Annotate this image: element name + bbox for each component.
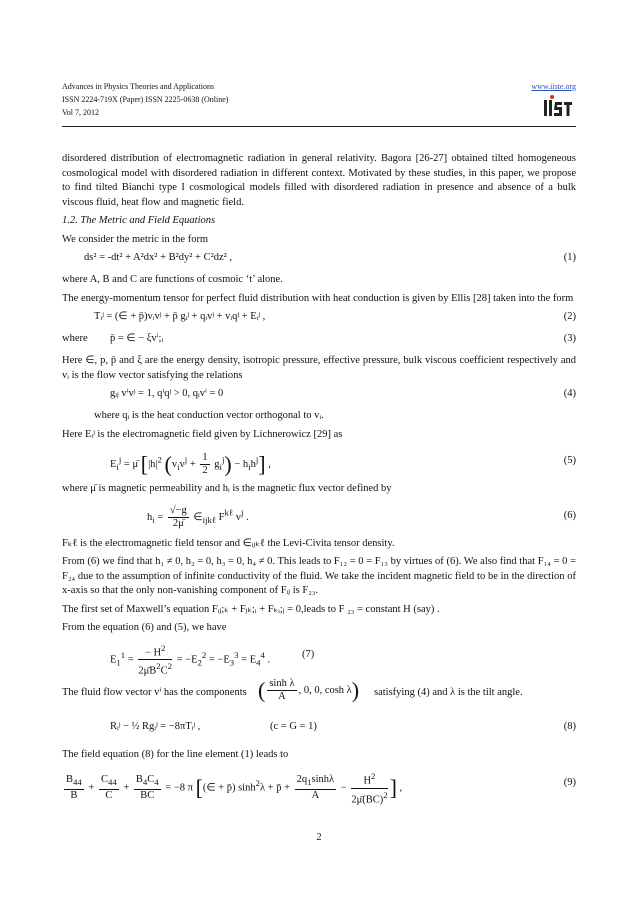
equation-4-formula: gᵢⱼ vⁱvʲ = 1, qⁱqʲ > 0, qᵢvⁱ = 0 [110,388,224,399]
equation-1-formula: ds² = -dt² + A²dx² + B²dy² + C²dz² , [84,252,233,263]
header-rule [62,126,576,127]
equation-5 [62,446,576,476]
equation-6-formula: $h_i$ = $\frac{√-g}{2\mū}$ $\in_{ijk\ell}$ $F^{k\ell}$ $v^j$ . [147,504,249,529]
equation-3-number: (3) [563,333,576,344]
equation-1 [62,251,576,267]
equation-3 [62,332,576,348]
equation-4 [62,387,576,403]
equation-7 [62,640,576,677]
equation-5-formula: $E_i^j$ = μ̄ [$|h|^2$ ($v_iv^j$ + $\frac{1}{2}$ $g_i^j) - h_ih^j$] , [110,451,271,477]
paragraph-heat-vector: where qᵢ is the heat conduction vector orthogonal to vᵢ. [94,410,324,421]
equation-5-number: (5) [563,455,576,466]
flow-vector-text: The fluid flow vector vⁱ has the components [62,686,247,698]
journal-header [62,80,576,119]
equation-2 [62,310,576,326]
paragraph-field-tensor: Fₖℓ is the electromagnetic field tensor and ∈ᵢⱼₖℓ the Levi-Civita tensor density. [62,537,395,549]
paragraph-energy-momentum: The energy-momentum tensor for perfect fluid distribution with heat conduction is given by Ellis [28] taken into the form [62,292,574,304]
equation-9-number: (9) [563,777,576,788]
paragraph-metric-note: where A, B and C are functions of cosmoic ‘t’ alone. [62,274,283,285]
paragraph-permeability: where μ̄ is magnetic permeability and hᵢ is the magnetic flux vector defined by [62,483,392,494]
paragraph-metric: We consider the metric in the form [62,233,209,245]
flow-vector-line [62,676,576,706]
equation-7-formula: $E_1^1$ = $\frac{- H^2}{2\mūB^2C^2}$ = $-E_2^2 = -E_3^3 = E_4^4$ . [110,642,271,677]
flow-vector-components: ( $\frac{\text{sinh λ}}{A}$ , 0, 0, cosh λ) [258,676,360,702]
paragraph-quantities: Here ∈, p, p̄ and ξ are the energy density, isotropic pressure, effective pressure, bulk viscous coefficient respectively and vᵢ is the flow vector satisfying the relations [62,355,576,381]
equation-1-number: (1) [563,252,576,263]
iiste-logo [542,94,576,118]
equation-7-number: (7) [302,648,315,660]
paragraph-from-equations: From the equation (6) and (5), we have [62,622,227,633]
journal-issn: ISSN 2224-719X (Paper) ISSN 2225-0638 (Online) [62,95,229,104]
equation-8-formula: Rᵢʲ − ½ Rgᵢʲ = −8πTᵢʲ , [110,720,201,732]
journal-title: Advances in Physics Theories and Applications [62,82,215,91]
equation-6-number: (6) [563,509,576,521]
paragraph-maxwell: The first set of Maxwell’s equation Fᵢⱼ;ₖ + Fⱼₖ;ᵢ + Fₖᵢ;ⱼ = 0,leads to F ₂₃ = constant H (say) . [62,603,440,615]
flow-vector-tail: satisfying (4) and λ is the tilt angle. [374,686,523,698]
paragraph-intro: disordered distribution of electromagnetic radiation in general relativity. Bagora [26-27] obtained tilted homogeneous cosmological model with disordered radiation in different context. Motivated by these studies, in this paper, we propose to find tilted Bianchi type I cosmological models filled with disordered radiation in presence and absence of a bulk viscous fluid, heat flow and magnetic field. [62,153,576,208]
equation-3-lead: where [62,333,88,344]
paragraph-field-eq: The field equation (8) for the line element (1) leads to [62,748,289,760]
equation-9 [62,766,576,804]
page-number: 2 [316,832,322,843]
equation-9-formula: $\frac{B_{44}}{B}$ + $\frac{C_{44}}{C}$ + $\frac{B_4C_4}{BC}$ = −8 π [(∈ + p̄) $\sinh^2\lambda$ + p̄ + $\frac{2q_1\sinh\lambda}{A}$ − $\frac{H^2}{2\mū(BC)^2}$ ] , [66,771,403,805]
journal-url-link[interactable]: www.iiste.org [531,82,576,91]
equation-6 [62,501,576,531]
section-heading: 1.2. The Metric and Field Equations [62,215,216,226]
equation-2-number: (2) [563,311,576,322]
equation-2-formula: Tᵢʲ = (∈ + p̄)vᵢvʲ + p̄ gᵢʲ + qᵢvʲ + vᵢqʲ + Eᵢʲ , [94,311,266,322]
journal-volume: Vol 7, 2012 [62,108,99,117]
paragraph-em-field: Here Eᵢʲ is the electromagnetic field given by Lichnerowicz [29] as [62,428,343,440]
equation-8 [62,712,576,742]
equation-3-formula: p̄ = ∈ − ξvⁱ;ᵢ [110,333,164,344]
article-body [62,152,576,810]
paragraph-components: From (6) we find that h₁ ≠ 0, h₂ = 0, h₃ = 0, h₄ ≠ 0. This leads to F₁₂ = 0 = F₁₃ by virtues of (6). We also find that F₁₄ = 0 = F₂₄ due to the assumption of infinite conductivity of the fluid. We take the incident magnetic field to be in the direction of x-axis so that the only non-vanishing component of Fᵢⱼ is F₂₃. [62,556,576,596]
equation-8-condition: (c = G = 1) [270,720,317,732]
equation-4-number: (4) [563,388,576,399]
equation-8-number: (8) [563,720,576,732]
